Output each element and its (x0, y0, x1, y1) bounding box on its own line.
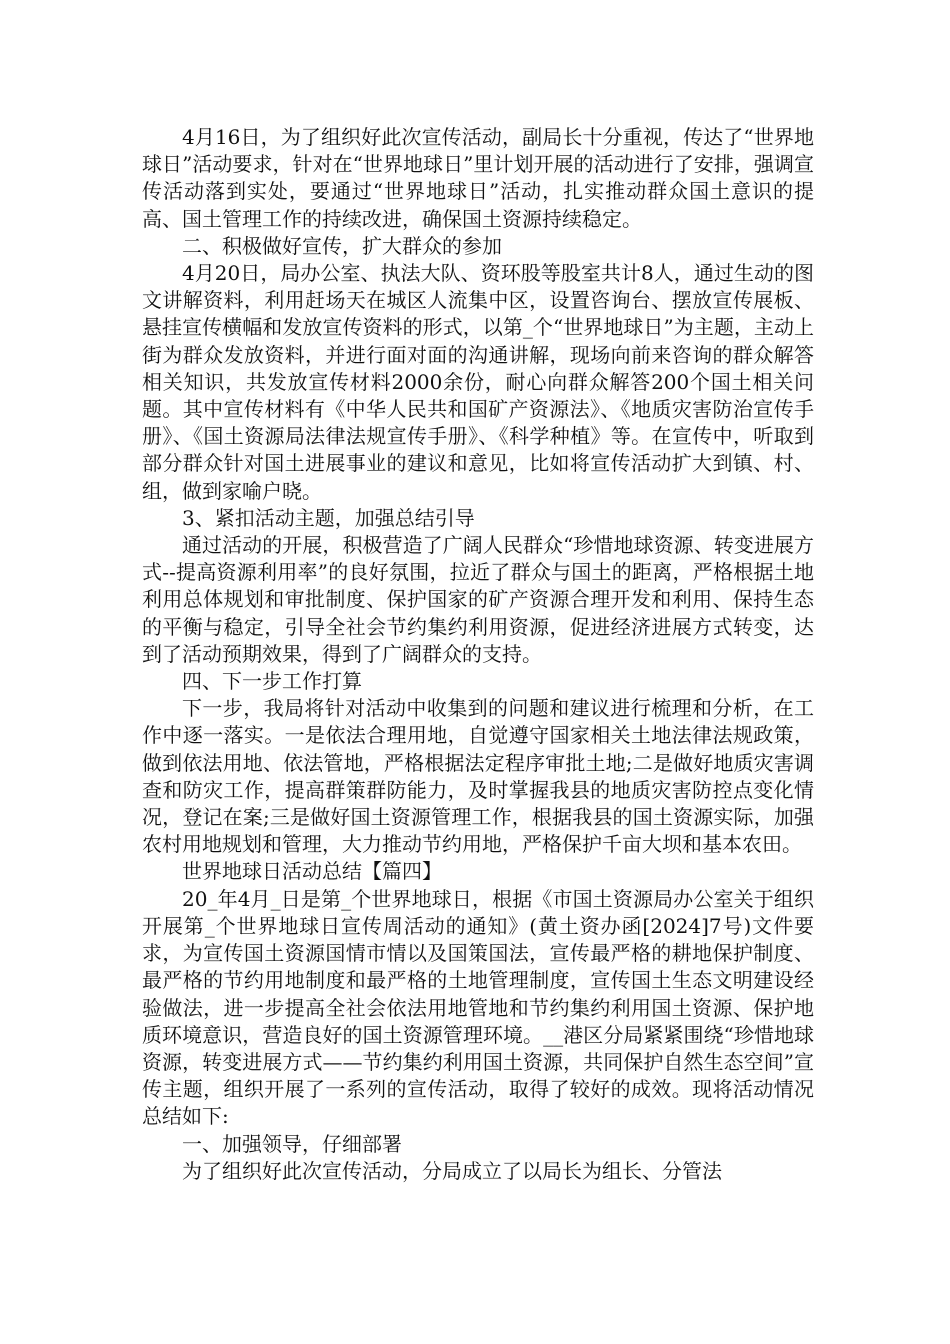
heading-publicity: 二、积极做好宣传，扩大群众的参加 (182, 233, 502, 258)
paragraph-part4-intro: 20_年4月_日是第_个世界地球日，根据《市国土资源局办公室关于组织开展第_个世界地球日宣传周活动的通知》(黄土资办函[2024]7号)文件要求，为宣传国土资源国情市情以及国策国法，宣传最严格的耕地保护制度、最严格的节约用地制度和最严格的土地管理制度，宣传国土生态文明建设经验做法，进一步提高全社会依法用地管地和节约集约利用国土资源、保护地质环境意识，营造良好的国土资源管理环境。__港区分局紧紧围绕“珍惜地球资源，转变进展方式——节约集约利用国土资源，共同保护自然生态空间”宣传主题，组织开展了一系列的宣传活动，取得了较好的成效。现将活动情况总结如下: (142, 886, 814, 1129)
paragraph-next-steps: 下一步，我局将针对活动中收集到的问题和建议进行梳理和分析，在工作中逐一落实。一是依法合理用地，自觉遵守国家相关土地法律法规政策，做到依法用地、依法管地，严格根据法定程序审批土地;二是做好地质灾害调查和防灾工作，提高群策群防能力，及时掌握我县的地质灾害防控点变化情况，登记在案;三是做好国土资源管理工作，根据我县的国土资源实际，加强农村用地规划和管理，大力推动节约用地，严格保护千亩大坝和基本农田。 (142, 696, 814, 857)
paragraph-april16: 4月16日，为了组织好此次宣传活动，副局长十分重视，传达了“世界地球日”活动要求，针对在“世界地球日”里计划开展的活动进行了安排，强调宣传活动落到实处，要通过“世界地球日”活动，扎实推动群众国土意识的提高、国土管理工作的持续改进，确保国土资源持续稳定。 (142, 125, 814, 231)
paragraph-leadership: 为了组织好此次宣传活动，分局成立了以局长为组长、分管法 (182, 1158, 722, 1183)
document-body (142, 124, 814, 1185)
section-title-part4: 世界地球日活动总结【篇四】 (182, 859, 442, 884)
heading-leadership: 一、加强领导，仔细部署 (182, 1131, 402, 1156)
paragraph-activity-results: 通过活动的开展，积极营造了广阔人民群众“珍惜地球资源、转变进展方式--提高资源利用率”的良好氛围，拉近了群众与国土的距离，严格根据土地利用总体规划和审批制度、保护国家的矿产资源合理开发和利用、保持生态的平衡与稳定，引导全社会节约集约利用资源，促进经济进展方式转变，达到了活动预期效果，得到了广阔群众的支持。 (142, 533, 814, 666)
paragraph-april20: 4月20日，局办公室、执法大队、资环股等股室共计8人，通过生动的图文讲解资料，利用赶场天在城区人流集中区，设置咨询台、摆放宣传展板、悬挂宣传横幅和发放宣传资料的形式，以第_个“世界地球日”为主题，主动上街为群众发放资料，并进行面对面的沟通讲解，现场向前来咨询的群众解答相关知识，共发放宣传材料2000余份，耐心向群众解答200个国土相关问题。其中宣传材料有《中华人民共和国矿产资源法》、《地质灾害防治宣传手册》、《国土资源局法律法规宣传手册》、《科学种植》等。在宣传中，听取到部分群众针对国土进展事业的建议和意见，比如将宣传活动扩大到镇、村、组，做到家喻户晓。 (142, 261, 814, 503)
heading-theme: 3、紧扣活动主题，加强总结引导 (182, 505, 475, 530)
heading-next-steps: 四、下一步工作打算 (182, 669, 362, 694)
